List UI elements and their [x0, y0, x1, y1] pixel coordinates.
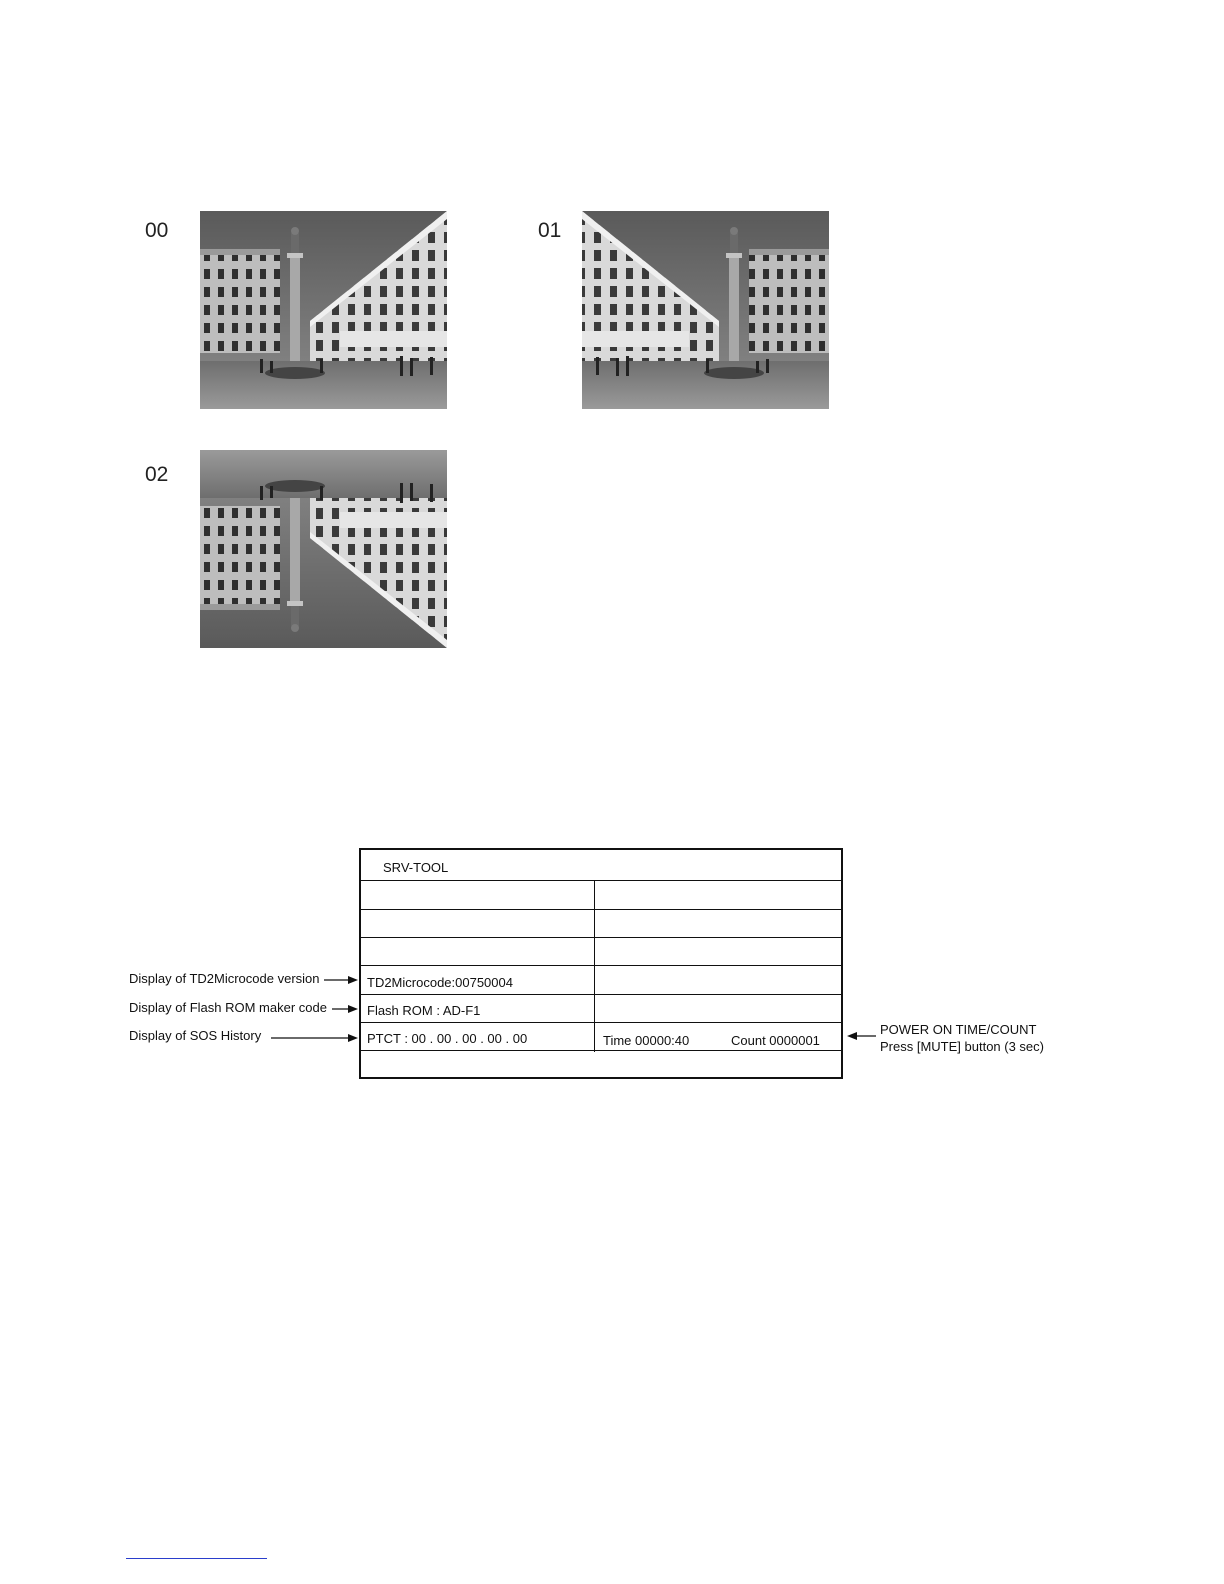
arrow-left-icon [845, 1029, 877, 1043]
panel-divider [361, 937, 841, 938]
panel-divider [361, 909, 841, 910]
panel-divider [361, 1050, 841, 1051]
annotation-flash-rom: Display of Flash ROM maker code [129, 1000, 327, 1015]
arrow-right-icon [324, 973, 360, 987]
count-value: Count 0000001 [731, 1033, 820, 1048]
panel-column-divider [594, 881, 595, 1052]
time-value: Time 00000:40 [603, 1033, 690, 1048]
annotation-power-on: POWER ON TIME/COUNT [880, 1022, 1037, 1037]
srv-tool-panel [359, 848, 843, 1079]
ptct-value: PTCT : 00 . 00 . 00 . 00 . 00 [367, 1031, 528, 1046]
photo-mirrored [582, 211, 829, 409]
arrow-right-icon [332, 1002, 360, 1016]
photo-label-02: 02 [145, 463, 169, 486]
microcode-value: TD2Microcode:00750004 [367, 975, 513, 990]
photo-upside-down [200, 450, 447, 648]
arrow-right-icon [271, 1031, 360, 1045]
flash-rom-value: Flash ROM : AD-F1 [367, 1003, 481, 1018]
photo-normal [200, 211, 447, 409]
panel-divider [361, 965, 841, 966]
annotation-mute-instruction: Press [MUTE] button (3 sec) [880, 1039, 1044, 1054]
annotation-microcode: Display of TD2Microcode version [129, 971, 320, 986]
panel-divider [361, 994, 841, 995]
footer-rule [126, 1558, 267, 1559]
panel-divider [361, 880, 841, 881]
panel-title: SRV-TOOL [383, 860, 449, 875]
photo-label-00: 00 [145, 219, 169, 242]
annotation-sos: Display of SOS History [129, 1028, 262, 1043]
panel-divider [361, 1022, 841, 1023]
photo-label-01: 01 [538, 219, 562, 242]
